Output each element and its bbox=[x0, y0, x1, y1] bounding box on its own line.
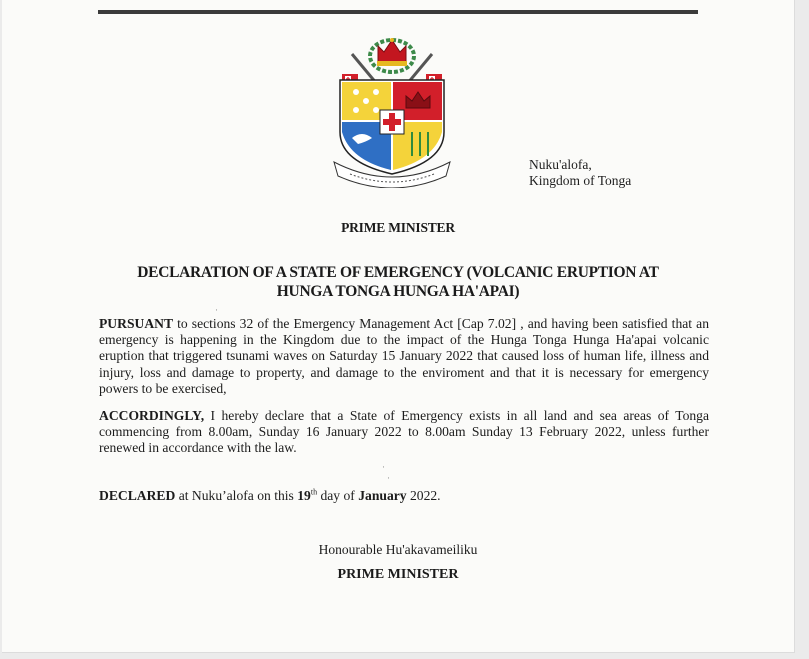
title-line-1: DECLARATION OF A STATE OF EMERGENCY (VOLCANIC ERUPTION AT bbox=[137, 264, 659, 281]
scan-speck: · bbox=[215, 305, 218, 315]
accordingly-lead: ACCORDINGLY, bbox=[99, 408, 205, 423]
accordingly-paragraph bbox=[99, 408, 709, 457]
declared-year: 2022. bbox=[406, 488, 441, 503]
address-country: Kingdom of Tonga bbox=[529, 173, 632, 188]
title-line-2: HUNGA TONGA HUNGA HA'APAI) bbox=[276, 283, 520, 300]
document-page bbox=[2, 0, 795, 653]
declared-text-1: at Nuku’alofa on this bbox=[175, 488, 298, 503]
signatory-title: PRIME MINISTER bbox=[337, 567, 459, 582]
address-city: Nuku'alofa, bbox=[529, 157, 592, 172]
declared-day: 19 bbox=[297, 488, 311, 503]
accordingly-text: I hereby declare that a State of Emergency exists in all land and sea areas of Tonga commencing from 8.00am, Sunday 16 January 2022 to 8.00am Sunday 13 February 2022, unless further renewed in accordance with the law. bbox=[99, 408, 709, 456]
tonga-coat-of-arms-icon bbox=[328, 34, 456, 188]
declaration-title bbox=[98, 263, 698, 301]
office-heading: PRIME MINISTER bbox=[341, 220, 455, 235]
declared-paragraph bbox=[99, 488, 709, 504]
declared-text-2: day of bbox=[317, 488, 359, 503]
signatory-name: Honourable Hu'akavameiliku bbox=[318, 542, 478, 557]
declared-lead: DECLARED bbox=[99, 488, 176, 503]
scan-speck: · bbox=[387, 473, 390, 483]
declared-month: January bbox=[358, 488, 407, 503]
pursuant-lead: PURSUANT bbox=[99, 316, 174, 331]
scan-speck: · bbox=[382, 462, 385, 472]
pursuant-paragraph bbox=[99, 316, 709, 397]
declared-day-suffix: th bbox=[310, 487, 318, 497]
pursuant-text: to sections 32 of the Emergency Management Act [Cap 7.02] , and having been satisfied that an emergency is happening in the Kingdom due to the impact of the Hunga Tonga Hunga Ha'apai volcanic eruption that triggered tsunami waves on Saturday 15 January 2022 that caused loss of human life, illness and injury, loss and damage to property, and damage to the enviroment and that it is necessary for emergency powers to be exercised, bbox=[99, 316, 709, 396]
address-block bbox=[529, 157, 631, 189]
top-rule bbox=[98, 10, 698, 14]
